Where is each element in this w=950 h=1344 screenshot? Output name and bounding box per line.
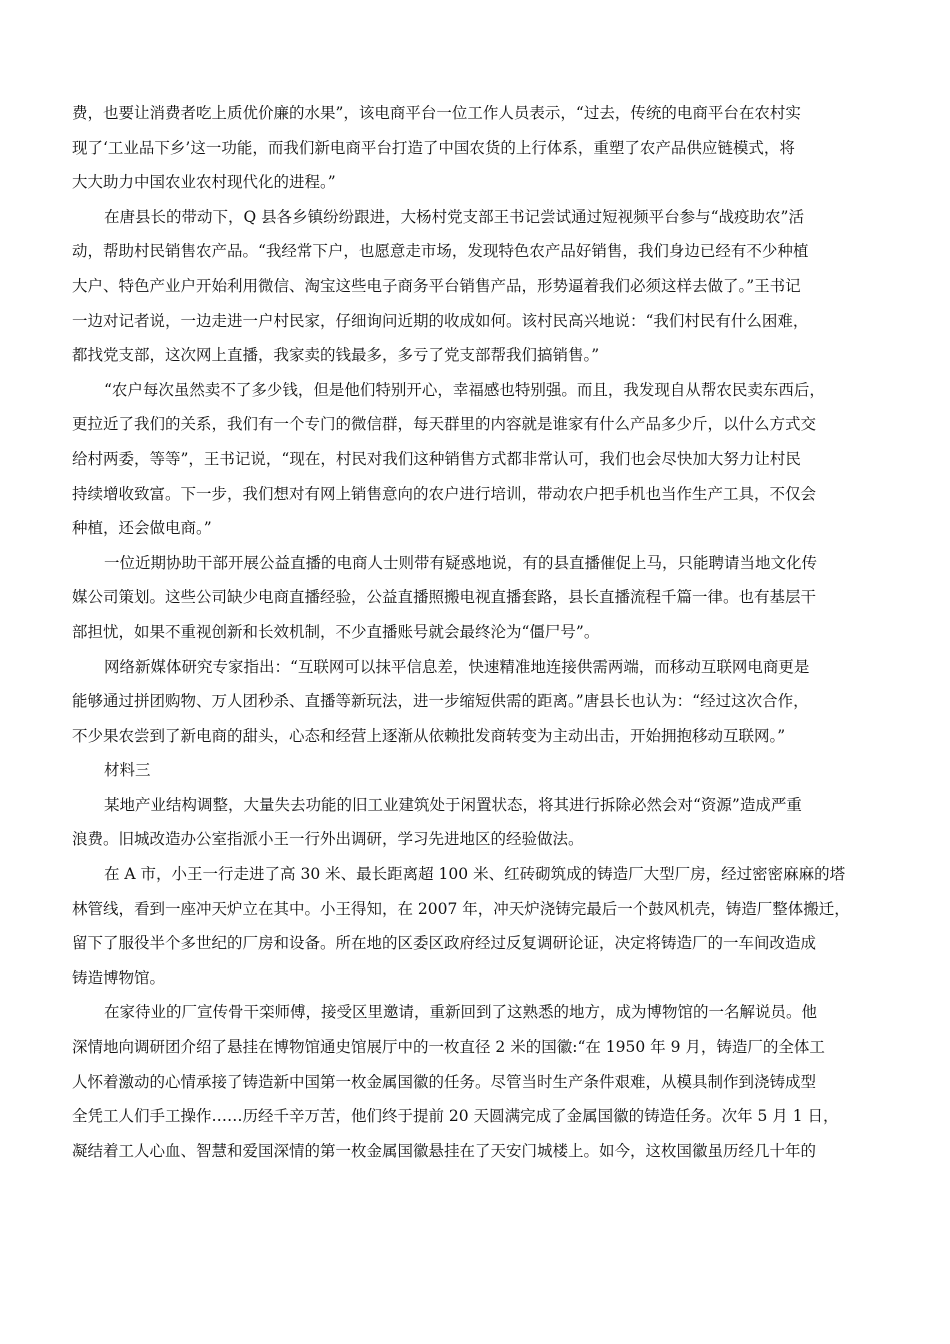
text-line: 人怀着激动的心情承接了铸造新中国第一枚金属国徽的任务。尽管当时生产条件艰难，从模具制作到浇铸成型 [72,1072,817,1091]
text-line: 林管线，看到一座冲天炉立在其中。小王得知，在 2007 年，冲天炉浇铸完最后一个鼓风机壳，铸造厂整体搬迁， [72,899,850,918]
text-line: 一边对记者说，一边走进一户村民家，仔细询问近期的收成如何。该村民高兴地说：“我们村民有什么困难， [72,311,809,330]
text-line: 能够通过拼团购物、万人团秒杀、直播等新玩法，进一步缩短供需的距离。”唐县长也认为：“经过这次合作， [72,692,809,711]
text-line: 部担忧，如果不重视创新和长效机制，不少直播账号就会最终沦为“僵尸号”。 [72,622,600,641]
text-line: 都找党支部，这次网上直播，我家卖的钱最多，多亏了党支部帮我们搞销售。” [72,346,600,365]
text-line: 种植，还会做电商。” [72,519,212,538]
text-line: 凝结着工人心血、智慧和爱国深情的第一枚金属国徽悬挂在了天安门城楼上。如今，这枚国徽虽历经几十年的 [72,1141,817,1160]
text-line: 更拉近了我们的关系，我们有一个专门的微信群，每天群里的内容就是谁家有什么产品多少斤，以什么方式交 [72,415,817,434]
text-line: 费，也要让消费者吃上质优价廉的水果”，该电商平台一位工作人员表示，“过去，传统的电商平台在农村实 [72,104,801,122]
text-line: 给村两委，等等”，王书记说，“现在，村民对我们这种销售方式都非常认可，我们也会尽快加大努力让村民 [72,449,801,468]
text-line: 一位近期协助干部开展公益直播的电商人士则带有疑惑地说，有的县直播催促上马，只能聘请当地文化传 [104,553,818,572]
text-line: “农户每次虽然卖不了多少钱，但是他们特别开心，幸福感也特别强。而且，我发现自从帮农民卖东西后， [104,380,825,399]
text-line: 动，帮助村民销售农产品。“我经常下户，也愿意走市场，发现特色农产品好销售，我们身边已经有不少种植 [72,242,809,261]
text-line: 媒公司策划。这些公司缺少电商直播经验，公益直播照搬电视直播套路，县长直播流程千篇一律。也有基层干 [72,588,817,607]
text-line: 网络新媒体研究专家指出：“互联网可以抹平信息差，快速精准地连接供需两端，而移动互联网电商更是 [104,657,810,676]
text-line: 全凭工人们手工操作……历经千辛万苦，他们终于提前 20 天圆满完成了金属国徽的铸造任务。次年 5 月 1 日， [72,1107,839,1126]
text-line: 在家待业的厂宣传骨干栾师傅，接受区里邀请，重新回到了这熟悉的地方，成为博物馆的一名解说员。他 [104,1003,818,1022]
text-line: 材料三 [104,761,151,780]
text-line: 持续增收致富。下一步，我们想对有网上销售意向的农户进行培训，带动农户把手机也当作生产工具，不仅会 [72,484,817,503]
text-line: 大大助力中国农业农村现代化的进程。” [72,173,336,192]
text-line: 浪费。旧城改造办公室指派小王一行外出调研，学习先进地区的经验做法。 [72,830,584,849]
text-line: 在唐县长的带动下，Q 县各乡镇纷纷跟进，大杨村党支部王书记尝试通过短视频平台参与“战疫助农”活 [104,207,804,226]
text-line: 某地产业结构调整，大量失去功能的旧工业建筑处于闲置状态，将其进行拆除必然会对“资源”造成严重 [104,795,802,814]
text-line: 现了‘工业品下乡’这一功能，而我们新电商平台打造了中国农货的上行体系，重塑了农产品供应链模式，将 [72,138,795,157]
text-line: 不少果农尝到了新电商的甜头，心态和经营上逐渐从依赖批发商转变为主动出击，开始拥抱移动互联网。” [72,726,786,745]
text-line: 在 A 市，小王一行走进了高 30 米、最长距离超 100 米、红砖砌筑成的铸造厂大型厂房，经过密密麻麻的塔 [104,865,846,884]
text-line: 铸造博物馆。 [72,968,166,987]
text-line: 深情地向调研团介绍了悬挂在博物馆通史馆展厅中的一枚直径 2 米的国徽:“在 1950 年 9 月，铸造厂的全体工 [72,1038,825,1057]
document-body [72,96,882,1168]
text-line: 大户、特色产业户开始利用微信、淘宝这些电子商务平台销售产品，形势逼着我们必须这样去做了。”王书记 [72,276,801,295]
text-line: 留下了服役半个多世纪的厂房和设备。所在地的区委区政府经过反复调研论证，决定将铸造厂的一车间改造成 [72,934,817,953]
